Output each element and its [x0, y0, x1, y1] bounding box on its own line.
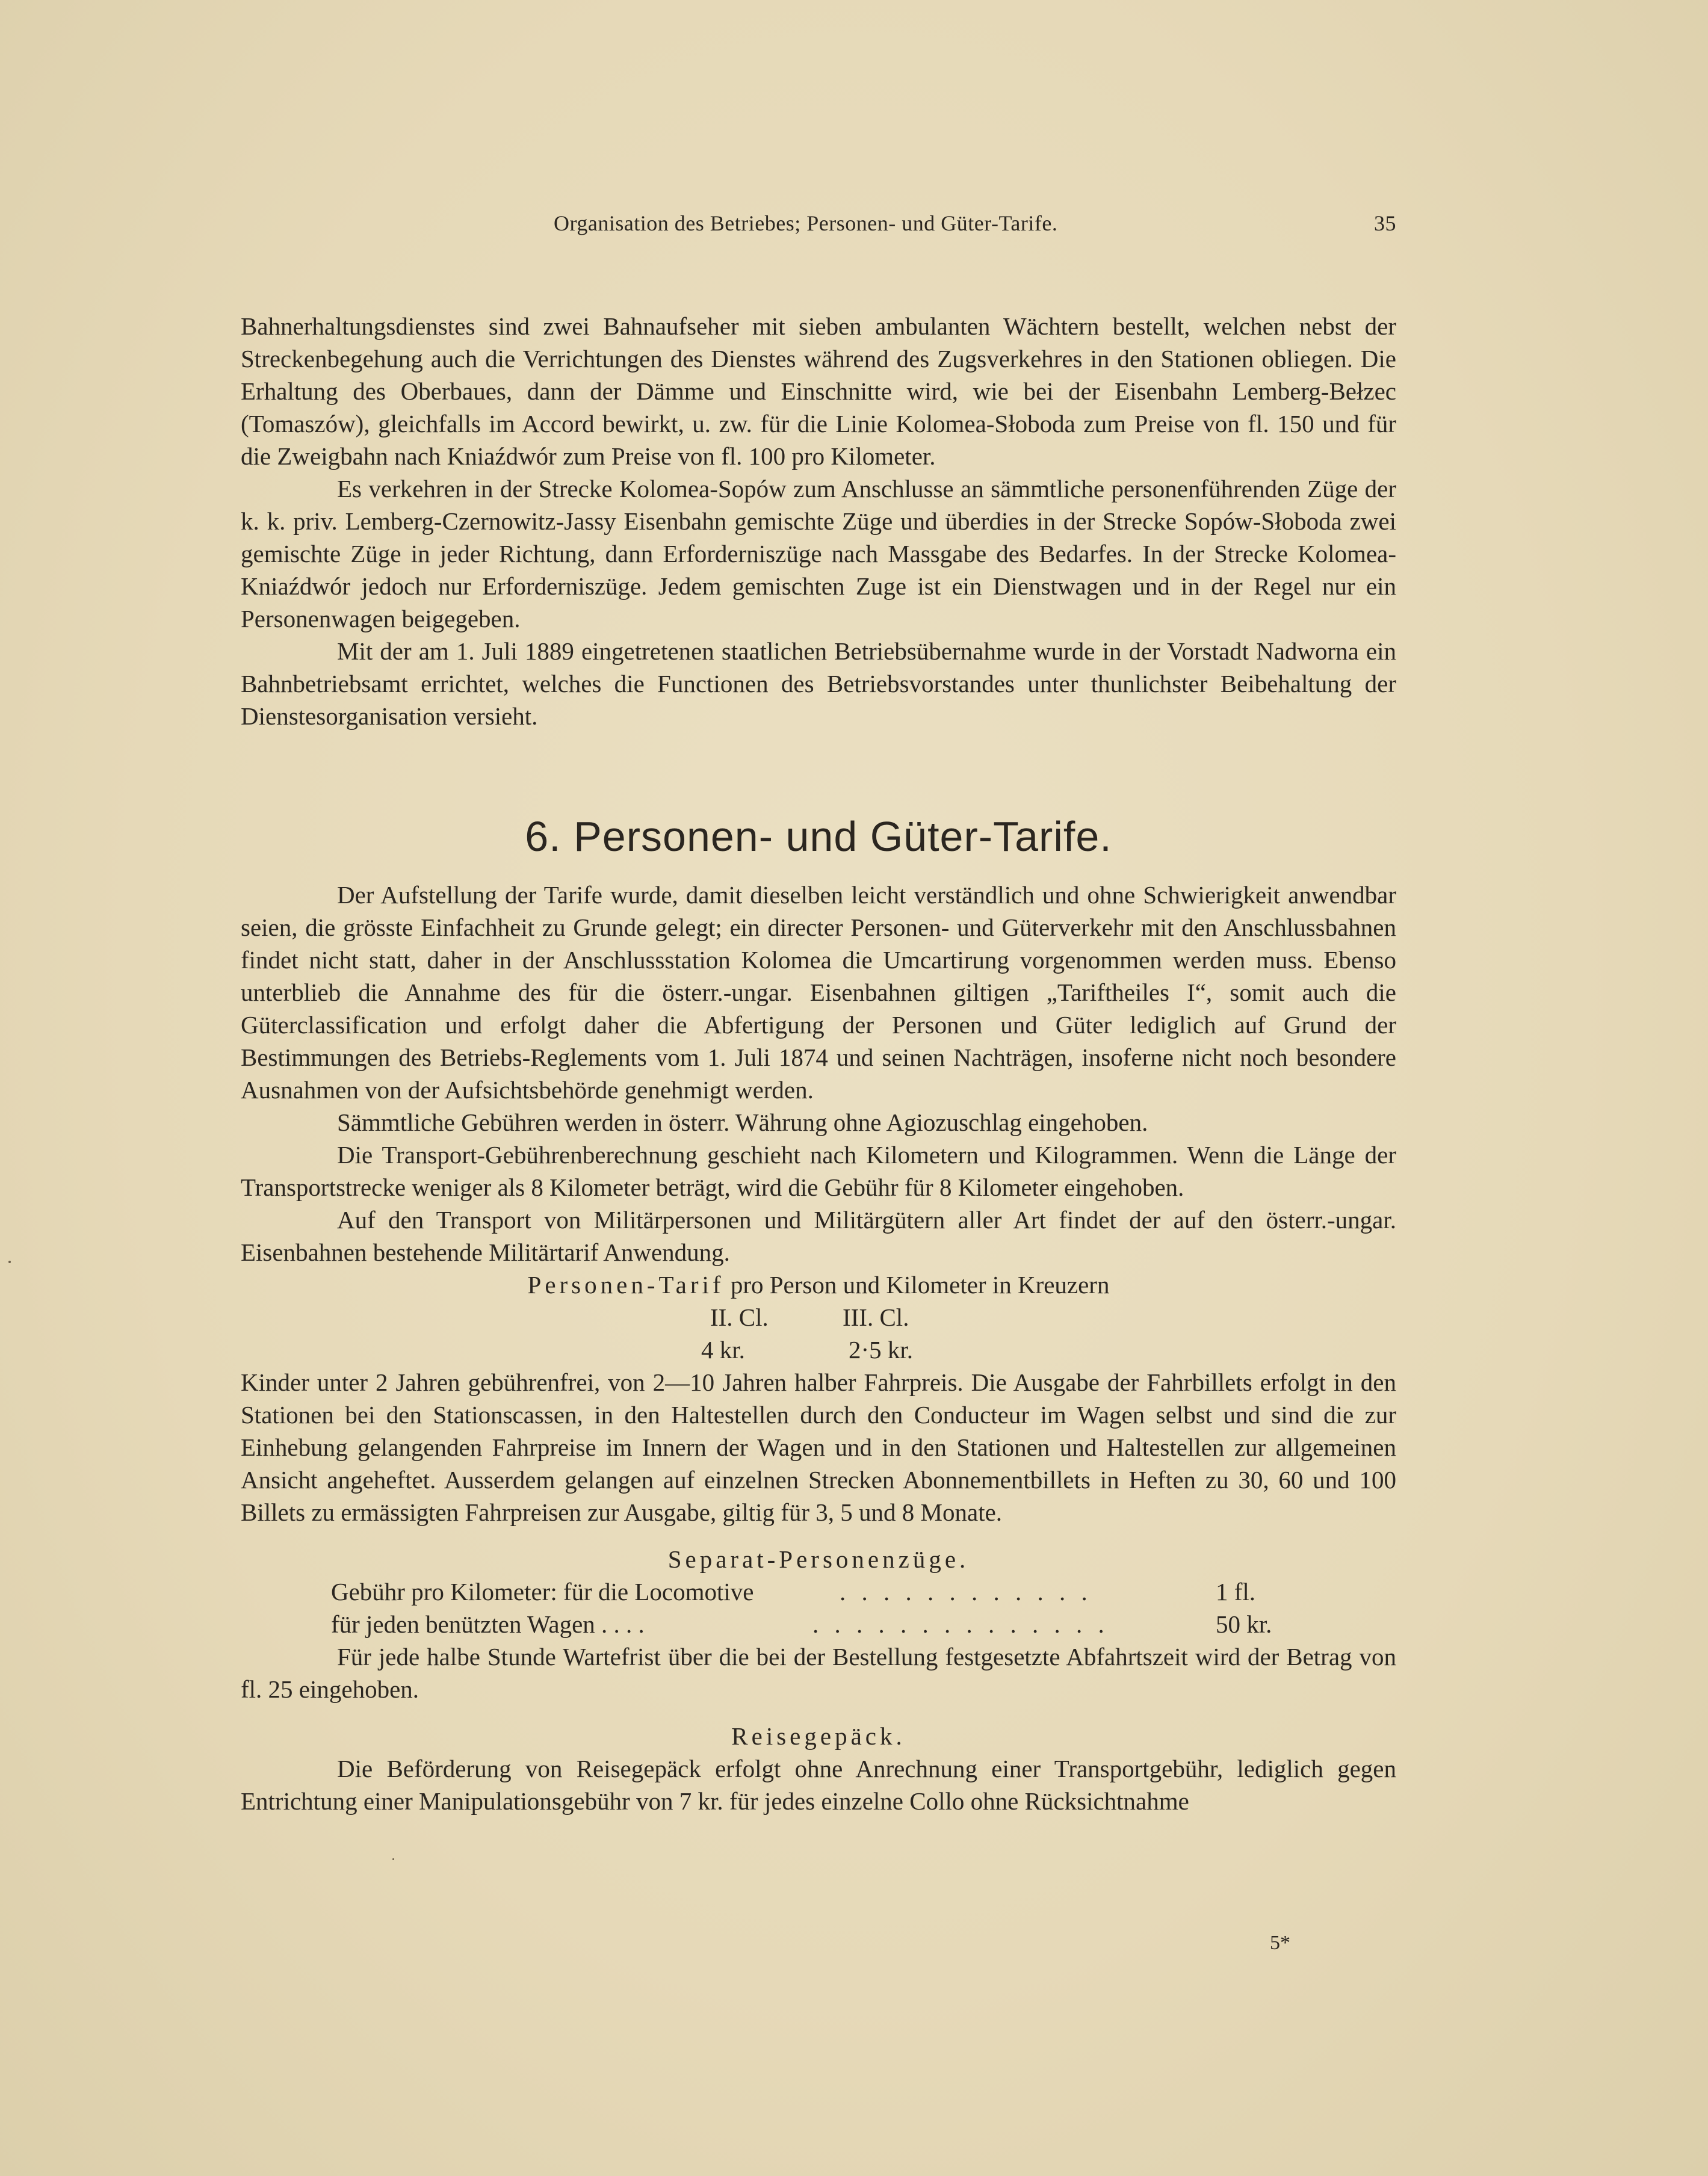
gepaeck-title: Reisegepäck. — [731, 1722, 906, 1750]
paper-speck — [8, 1261, 11, 1263]
tariff-title — [241, 1269, 1396, 1301]
fee-value: 1 fl. — [1216, 1578, 1256, 1606]
class-2-value: 4 kr. — [701, 1336, 745, 1364]
section-heading: 6. Personen- und Güter-Tarife. — [525, 813, 1112, 860]
page-number: 35 — [1374, 211, 1396, 235]
paragraph: Mit der am 1. Juli 1889 eingetretenen staatlichen Betriebsübernahme wurde in der Vorstadt Nadworna ein Bahnbetriebsamt errichtet, welches die Functionen des Betriebsvorstandes unter thunlichster Beibehaltung der Dienstesorganisation versieht. — [241, 637, 1396, 730]
fee-row-wagon — [331, 1608, 1396, 1640]
class-3-label: III. Cl. — [843, 1303, 909, 1331]
signature-mark: 5* — [1270, 1932, 1290, 1954]
fee-label: Gebühr pro Kilometer: für die Locomotive — [331, 1578, 754, 1606]
fee-row-locomotive — [331, 1575, 1396, 1608]
tariff-title-spaced: Personen-Tarif — [527, 1271, 725, 1299]
tariff-value-row — [241, 1334, 1396, 1366]
tariff-class-row — [241, 1301, 1396, 1334]
fee-value: 50 kr. — [1216, 1610, 1272, 1638]
fee-label: für jeden benützten Wagen . . . . — [331, 1610, 645, 1638]
paragraph: Kinder unter 2 Jahren gebührenfrei, von 2—10 Jahren halber Fahrpreis. Die Ausgabe der Fahrbillets erfolgt in den Stationen bei den Stationscassen, in den Haltestellen durch den Conducteur im Wagen selbst und sind die zur Einhebung gelangenden Fahrpreise im Innern der Wagen und in den Stationen und Haltestellen zur allgemeinen Ansicht angeheftet. Ausserdem gelangen auf einzelnen Strecken Abonnementbillets in Heften zu 30, 60 und 100 Billets zu ermässigten Fahrpreisen zur Ausgabe, giltig für 3, 5 und 8 Monate. — [241, 1368, 1396, 1526]
class-2-label: II. Cl. — [710, 1303, 769, 1331]
paragraph: Für jede halbe Stunde Wartefrist über die bei der Bestellung festgesetzte Abfahrtszeit wird der Betrag von fl. 25 eingehoben. — [241, 1643, 1396, 1703]
paragraph: Es verkehren in der Strecke Kolomea-Sopów zum Anschlusse an sämmtliche personenführenden Züge der k. k. priv. Lemberg-Czernowitz-Jassy Eisenbahn gemischte Züge und überdies in der Strecke Sopów-Słoboda zwei gemischte Züge in jeder Richtung, dann Erforderniszüge nach Massgabe des Bedarfes. In der Strecke Kolomea-Kniaźdwór jedoch nur Erforderniszüge. Jedem gemischten Zuge ist ein Dienstwagen und in der Regel nur ein Personenwagen beigegeben. — [241, 475, 1396, 632]
paragraph: Sämmtliche Gebühren werden in österr. Währung ohne Agiozuschlag eingehoben. — [337, 1108, 1148, 1136]
leader-dots: . . . . . . . . . . . . . . — [812, 1610, 1109, 1638]
text-block-tariffs — [241, 879, 1396, 1817]
tariff-title-rest: pro Person und Kilometer in Kreuzern — [724, 1271, 1110, 1299]
separat-title: Separat-Personenzüge. — [667, 1545, 970, 1573]
text-block-operations — [241, 310, 1396, 732]
leader-dots: . . . . . . . . . . . . — [840, 1578, 1092, 1606]
paper-speck — [392, 1858, 394, 1860]
paragraph: Bahnerhaltungsdienstes sind zwei Bahnaufseher mit sieben ambulanten Wächtern bestellt, welchen nebst der Streckenbegehung auch die Verrichtungen des Dienstes während des Zugsverkehres in den Stationen obliegen. Die Erhaltung des Oberbaues, dann der Dämme und Einschnitte wird, wie bei der Eisenbahn Lemberg-Bełzec (Tomaszów), gleichfalls im Accord bewirkt, u. zw. für die Linie Kolomea-Słoboda zum Preise von fl. 150 und für die Zweigbahn nach Kniaźdwór zum Preise von fl. 100 pro Kilometer. — [241, 312, 1396, 470]
running-head — [241, 211, 1396, 247]
class-3-value: 2·5 kr. — [849, 1336, 914, 1364]
paragraph: Auf den Transport von Militärpersonen und Militärgütern aller Art findet der auf den österr.-ungar. Eisenbahnen bestehende Militärtarif Anwendung. — [241, 1206, 1396, 1266]
paragraph: Die Beförderung von Reisegepäck erfolgt ohne Anrechnung einer Transportgebühr, lediglich gegen Entrichtung einer Manipulationsgebühr von 7 kr. für jedes einzelne Collo ohne Rücksichtnahme — [241, 1755, 1396, 1815]
running-head-title: Organisation des Betriebes; Personen- und Güter-Tarife. — [554, 211, 1058, 235]
paragraph: Die Transport-Gebührenberechnung geschieht nach Kilometern und Kilogrammen. Wenn die Länge der Transportstrecke weniger als 8 Kilometer beträgt, wird die Gebühr für 8 Kilometer eingehoben. — [241, 1141, 1396, 1201]
paragraph: Der Aufstellung der Tarife wurde, damit dieselben leicht verständlich und ohne Schwierigkeit anwendbar seien, die grösste Einfachheit zu Grunde gelegt; ein directer Personen- und Güterverkehr mit den Anschlussbahnen findet nicht statt, daher in der Anschlussstation Kolomea die Umcartirung vorgenommen werden muss. Ebenso unterblieb die Annahme des für die österr.-ungar. Eisenbahnen giltigen „Tariftheiles I“, somit auch die Güterclassification und erfolgt daher die Abfertigung der Personen und Güter lediglich auf Grund der Bestimmungen des Betriebs-Reglements vom 1. Juli 1874 und seinen Nachträgen, insoferne nicht noch besondere Ausnahmen von der Aufsichtsbehörde genehmigt werden. — [241, 881, 1396, 1104]
